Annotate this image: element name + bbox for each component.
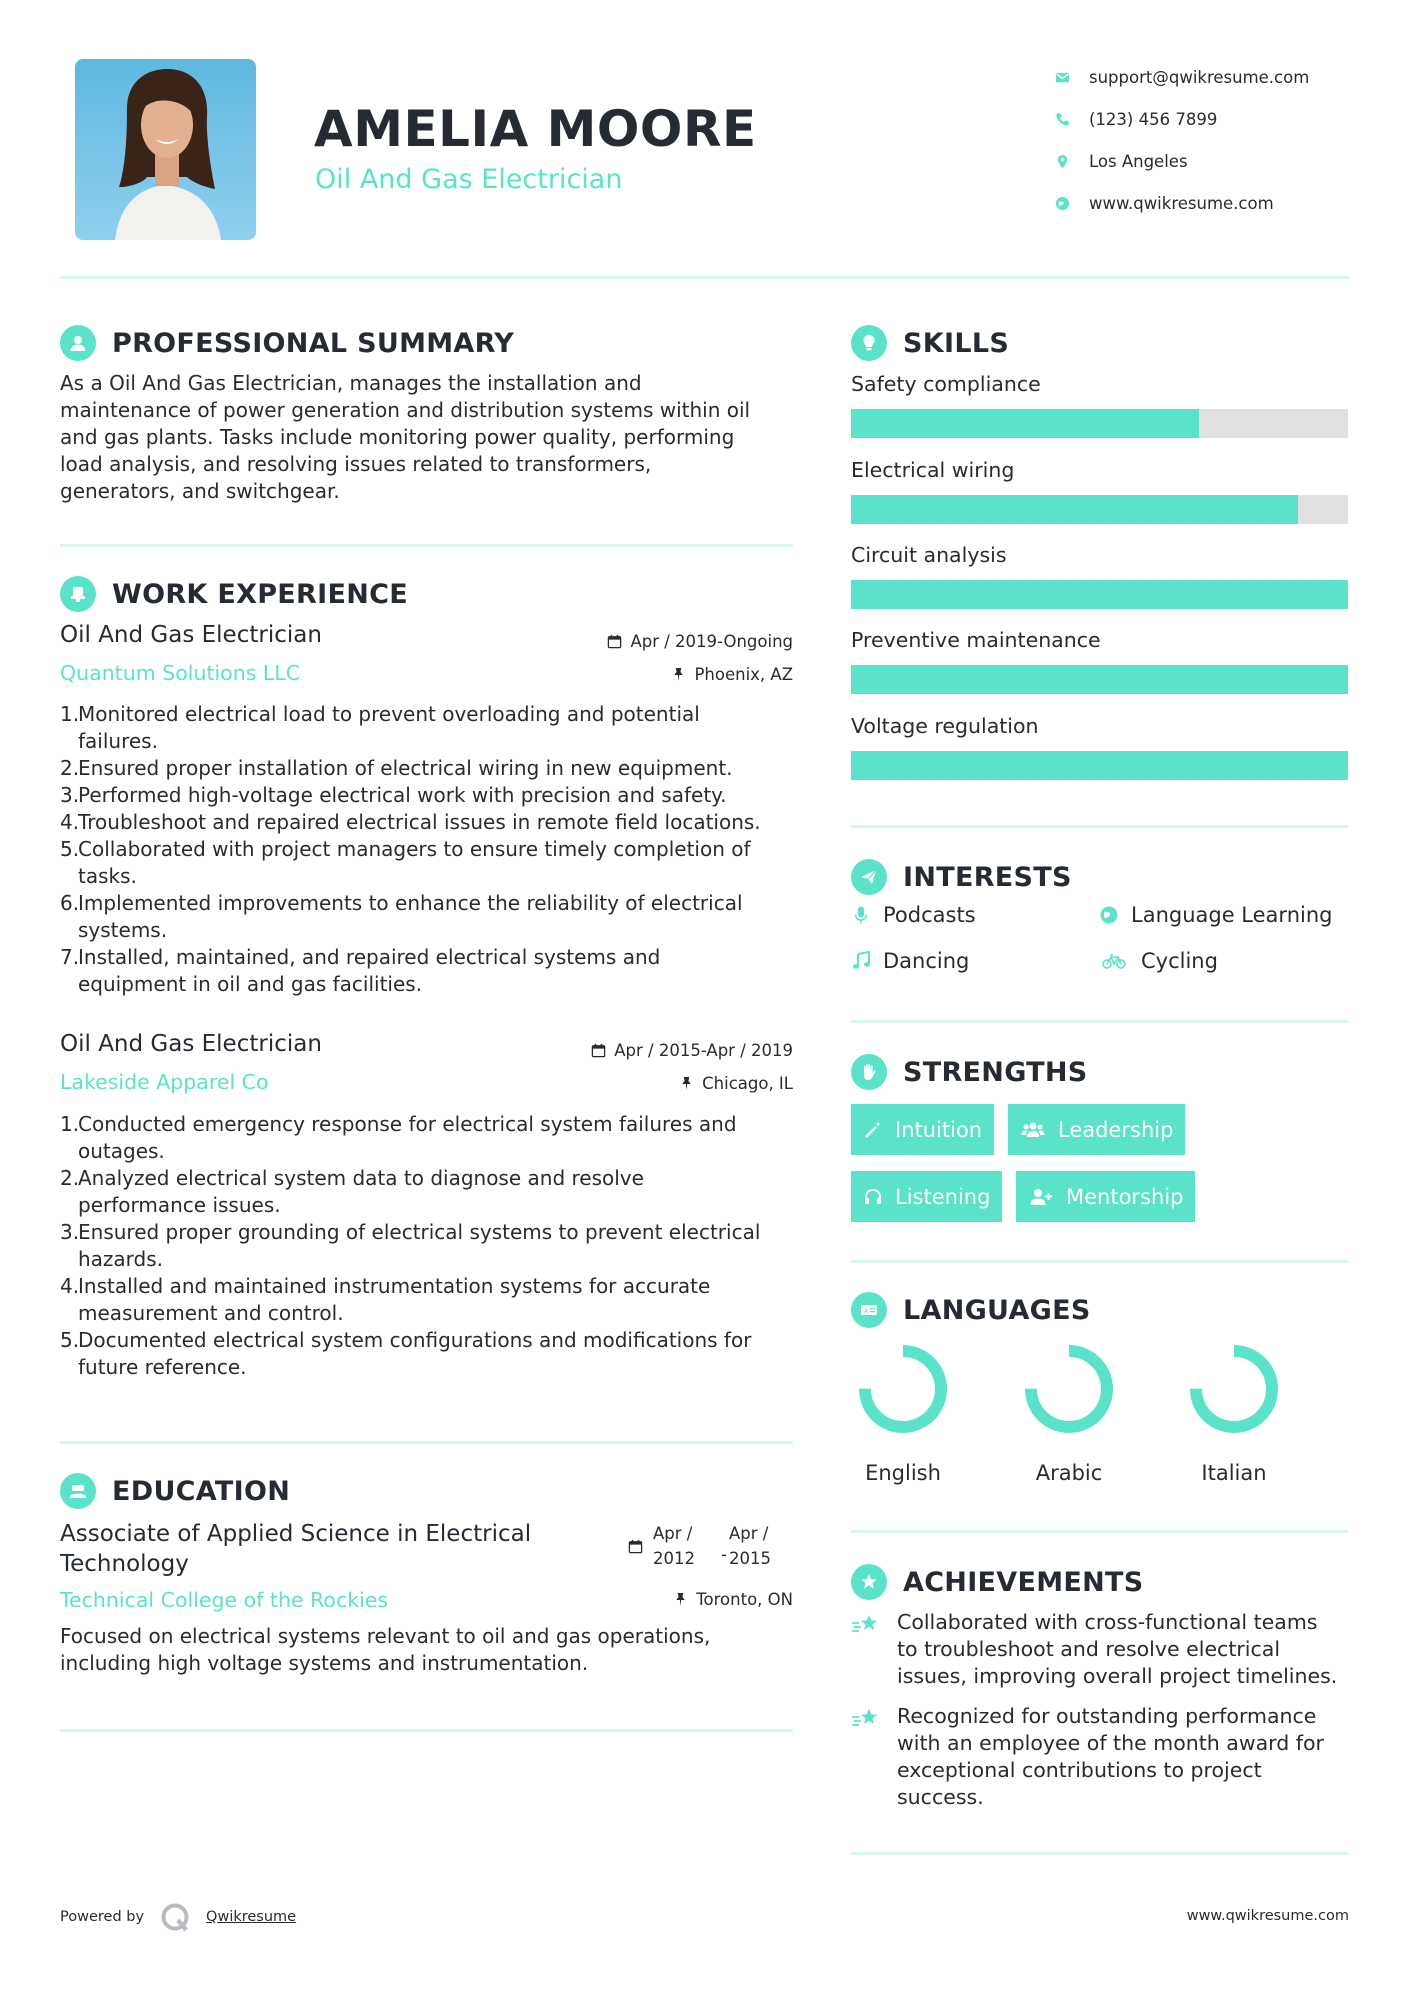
pushpin-icon — [673, 1592, 688, 1607]
language-name: English — [865, 1461, 941, 1485]
brand-link[interactable]: Qwikresume — [206, 1909, 297, 1925]
skill-fill — [851, 409, 1199, 438]
star-badge-icon — [851, 1564, 887, 1600]
company-name: Lakeside Apparel Co — [60, 1070, 269, 1094]
list-item: 6. Implemented improvements to enhance the reliability of electrical systems. — [60, 891, 743, 942]
job-dates: Apr / 2019-Ongoing — [607, 632, 793, 651]
footer-website[interactable]: www.qwikresume.com — [1186, 1908, 1349, 1924]
languages-heading: A LANGUAGES — [851, 1290, 1091, 1330]
language-item — [838, 1341, 968, 1485]
skill-fill — [851, 580, 1348, 609]
map-pin-icon — [1055, 154, 1089, 169]
skill-name: Safety compliance — [851, 372, 1041, 396]
interest-item: Podcasts — [851, 903, 976, 927]
languages-divider — [851, 1530, 1348, 1533]
shooting-star-icon — [851, 1707, 881, 1731]
contact-location — [1055, 140, 1375, 182]
language-ring — [1021, 1341, 1117, 1437]
globe-icon — [1055, 196, 1089, 211]
hand-icon — [851, 1054, 887, 1090]
list-item: 2. Analyzed electrical system data to diagnose and resolve performance issues. — [60, 1166, 644, 1217]
list-item: 4. Installed and maintained instrumentation systems for accurate measurement and control. — [60, 1274, 711, 1325]
skill-fill — [851, 751, 1348, 780]
strength-chip: Listening — [851, 1171, 1002, 1222]
contact-email-text: support@qwikresume.com — [1089, 67, 1310, 87]
interests-divider — [851, 1020, 1348, 1023]
summary-divider — [60, 544, 793, 547]
interest-item: Language Learning — [1099, 903, 1332, 927]
list-item: 1. Conducted emergency response for electrical system failures and outages. — [60, 1112, 737, 1163]
language-name: Italian — [1201, 1461, 1267, 1485]
user-icon — [60, 325, 96, 361]
company-name: Quantum Solutions LLC — [60, 661, 301, 685]
strengths-divider — [851, 1260, 1348, 1263]
language-name: Arabic — [1035, 1461, 1103, 1485]
skill-bar — [851, 751, 1348, 780]
list-item: 2. Ensured proper installation of electrical wiring in new equipment. — [60, 756, 733, 780]
list-item: 5. Documented electrical system configurations and modifications for future reference. — [60, 1328, 752, 1379]
microphone-icon — [851, 905, 871, 925]
achievements-heading: ACHIEVEMENTS — [851, 1562, 1144, 1602]
strength-chip: Mentorship — [1016, 1171, 1195, 1222]
achievement-item: Collaborated with cross-functional teams to troubleshoot and resolve electrical issues, improving overall project timelines. — [851, 1609, 1351, 1690]
job-location: Phoenix, AZ — [671, 665, 793, 684]
list-item: 1. Monitored electrical load to prevent overloading and potential failures. — [60, 702, 700, 753]
job-title: Oil And Gas Electrician — [60, 1031, 322, 1057]
paper-plane-icon — [851, 859, 887, 895]
svg-text:A: A — [864, 1307, 869, 1315]
work-heading: WORK EXPERIENCE — [60, 574, 408, 614]
education-divider — [60, 1729, 793, 1732]
music-note-icon — [851, 951, 871, 971]
language-item — [1169, 1341, 1299, 1485]
globe-icon — [1099, 905, 1119, 925]
education-location: Toronto, ON — [673, 1590, 793, 1609]
skill-bar — [851, 495, 1348, 524]
profile-photo — [75, 59, 256, 240]
pushpin-icon — [679, 1076, 694, 1091]
envelope-icon — [1055, 70, 1089, 85]
pushpin-icon — [671, 667, 686, 682]
skill-name: Voltage regulation — [851, 714, 1039, 738]
degree-title: Associate of Applied Science in Electrical Technology — [60, 1521, 532, 1577]
skill-name: Preventive maintenance — [851, 628, 1101, 652]
skill-fill — [851, 495, 1298, 524]
magic-wand-icon — [863, 1120, 883, 1140]
list-item: 3. Ensured proper grounding of electrical systems to prevent electrical hazards. — [60, 1220, 761, 1271]
interest-item: Dancing — [851, 949, 969, 973]
education-dates: Apr / 2012 - Apr / 2015 — [628, 1521, 771, 1571]
achievement-item: Recognized for outstanding performance with an employee of the month award for exceptional contributions to project success. — [851, 1703, 1351, 1811]
language-icon — [851, 1292, 887, 1328]
skill-name: Circuit analysis — [851, 543, 1007, 567]
contact-block — [1055, 56, 1375, 224]
summary-heading: PROFESSIONAL SUMMARY — [60, 323, 514, 363]
users-icon — [1020, 1120, 1046, 1140]
strengths-heading: STRENGTHS — [851, 1052, 1088, 1092]
skill-bar — [851, 409, 1348, 438]
interests-heading: INTERESTS — [851, 857, 1072, 897]
list-item: 5. Collaborated with project managers to ensure timely completion of tasks. — [60, 837, 751, 888]
skills-heading: SKILLS — [851, 323, 1009, 363]
contact-website[interactable] — [1055, 182, 1375, 224]
strength-chip: Leadership — [1008, 1104, 1185, 1155]
job-duties — [60, 1111, 800, 1381]
education-description: Focused on electrical systems relevant to oil and gas operations, including high voltage systems and instrumentation. — [60, 1624, 711, 1675]
education-heading: EDUCATION — [60, 1471, 290, 1511]
skill-bar — [851, 580, 1348, 609]
list-item: 3. Performed high-voltage electrical work with precision and safety. — [60, 783, 727, 807]
language-ring — [855, 1341, 951, 1437]
job-duties — [60, 701, 800, 998]
job-dates: Apr / 2015-Apr / 2019 — [591, 1041, 793, 1060]
bicycle-icon — [1099, 951, 1129, 971]
candidate-title: Oil And Gas Electrician — [315, 164, 623, 195]
list-item: 4. Troubleshoot and repaired electrical issues in remote field locations. — [60, 810, 761, 834]
calendar-icon — [591, 1043, 606, 1058]
calendar-icon — [628, 1539, 643, 1554]
headphones-icon — [863, 1187, 883, 1207]
skill-name: Electrical wiring — [851, 458, 1015, 482]
summary-text: As a Oil And Gas Electrician, manages the installation and maintenance of power generation and distribution systems within oil and gas plants. Tasks include monitoring power quality, performing load analysis, and resolving issues related to transformers, generators, and switchgear. — [60, 371, 751, 503]
briefcase-icon — [60, 576, 96, 612]
contact-phone-text: (123) 456 7899 — [1089, 109, 1218, 129]
qwikresume-logo-icon — [158, 1900, 192, 1934]
contact-location-text: Los Angeles — [1089, 151, 1188, 171]
header-divider — [60, 276, 1350, 279]
phone-icon — [1055, 112, 1089, 127]
job-title: Oil And Gas Electrician — [60, 622, 322, 648]
candidate-name: AMELIA MOORE — [314, 100, 757, 158]
graduation-icon — [60, 1473, 96, 1509]
school-name: Technical College of the Rockies — [60, 1588, 389, 1612]
skills-divider — [851, 825, 1348, 828]
contact-email[interactable] — [1055, 56, 1375, 98]
job-location: Chicago, IL — [679, 1074, 793, 1093]
shooting-star-icon — [851, 1613, 881, 1637]
language-item — [1004, 1341, 1134, 1485]
contact-website-text: www.qwikresume.com — [1089, 193, 1274, 213]
lightbulb-icon — [851, 325, 887, 361]
list-item: 7. Installed, maintained, and repaired electrical systems and equipment in oil and gas facilities. — [60, 945, 661, 996]
strength-chip: Intuition — [851, 1104, 994, 1155]
work-divider — [60, 1441, 793, 1444]
user-plus-icon — [1028, 1187, 1054, 1207]
footer-powered-by: Powered by Qwikresume — [60, 1900, 296, 1934]
achievements-divider — [851, 1852, 1348, 1855]
skill-fill — [851, 665, 1348, 694]
language-ring — [1186, 1341, 1282, 1437]
calendar-icon — [607, 634, 622, 649]
contact-phone[interactable] — [1055, 98, 1375, 140]
skill-bar — [851, 665, 1348, 694]
interest-item: Cycling — [1099, 949, 1218, 973]
